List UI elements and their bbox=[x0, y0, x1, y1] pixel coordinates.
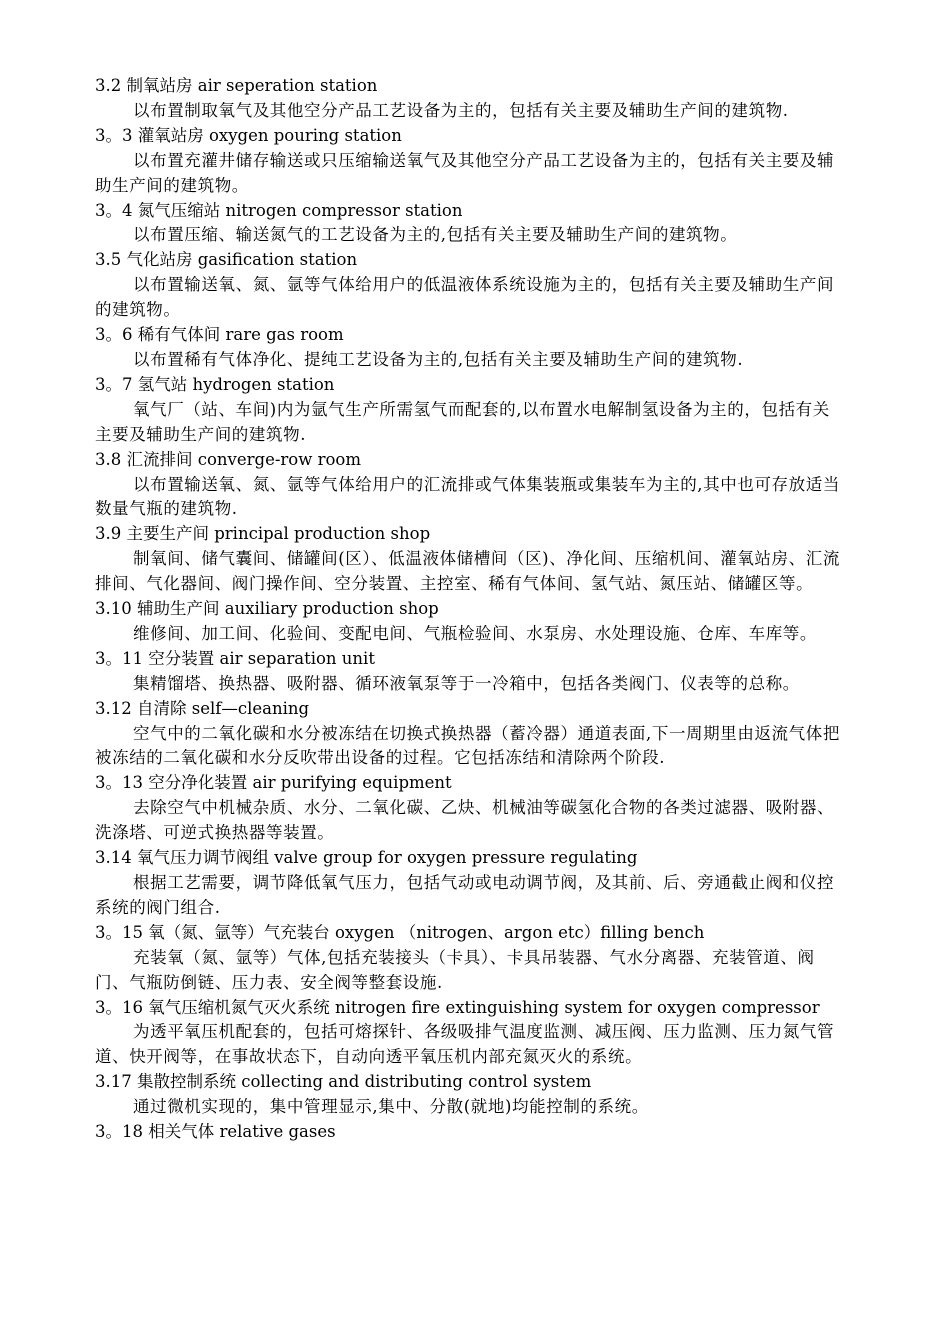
document-page bbox=[95, 74, 840, 1145]
term-definition: 通过微机实现的，集中管理显示,集中、分散(就地)均能控制的系统。 bbox=[133, 1097, 649, 1117]
term-definition: 维修间、加工间、化验间、变配电间、气瓶检验间、水泵房、水处理设施、仓库、车库等。 bbox=[133, 623, 817, 643]
term-heading: 3.12 自清除 self—cleaning bbox=[95, 698, 310, 718]
term-definition: 以布置输送氧、氮、氩等气体给用户的低温液体系统设施为主的，包括有关主要及辅助生产间的建筑物。 bbox=[95, 275, 835, 320]
term-definition: 氧气厂（站、车间)内为氩气生产所需氢气而配套的,以布置水电解制氢设备为主的，包括有关主要及辅助生产间的建筑物. bbox=[95, 399, 830, 444]
term-heading: 3.14 氧气压力调节阀组 valve group for oxygen pressure regulating bbox=[95, 848, 638, 868]
term-heading: 3。7 氢气站 hydrogen station bbox=[95, 374, 335, 394]
term-definition: 集精馏塔、换热器、吸附器、循环液氧泵等于一冷箱中，包括各类阀门、仪表等的总称。 bbox=[133, 673, 800, 693]
term-definition: 空气中的二氧化碳和水分被冻结在切换式换热器（蓄冷器）通道表面,下一周期里由返流气体把被冻结的二氧化碳和水分反吹带出设备的过程。它包括冻结和清除两个阶段. bbox=[95, 723, 840, 768]
term-definition: 去除空气中机械杂质、水分、二氧化碳、乙炔、机械油等碳氢化合物的各类过滤器、吸附器、洗涤塔、可逆式换热器等装置。 bbox=[95, 798, 835, 843]
term-heading: 3.17 集散控制系统 collecting and distributing control system bbox=[95, 1072, 592, 1092]
term-heading: 3。11 空分装置 air separation unit bbox=[95, 648, 375, 668]
term-heading: 3。4 氮气压缩站 nitrogen compressor station bbox=[95, 200, 463, 220]
term-heading: 3.9 主要生产间 principal production shop bbox=[95, 524, 431, 544]
term-definition: 为透平氧压机配套的，包括可熔探针、各级吸排气温度监测、减压阀、压力监测、压力氮气管道、快开阀等，在事故状态下，自动向透平氧压机内部充氮灭火的系统。 bbox=[95, 1022, 835, 1067]
term-heading: 3.10 辅助生产间 auxiliary production shop bbox=[95, 599, 439, 619]
term-definition: 以布置充灌井储存输送或只压缩输送氧气及其他空分产品工艺设备为主的，包括有关主要及辅助生产间的建筑物。 bbox=[95, 150, 835, 195]
term-heading: 3。13 空分净化装置 air purifying equipment bbox=[95, 773, 452, 793]
term-heading: 3.8 汇流排间 converge-row room bbox=[95, 449, 361, 469]
term-definition: 以布置输送氧、氮、氩等气体给用户的汇流排或气体集装瓶或集装车为主的,其中也可存放适当数量气瓶的建筑物. bbox=[95, 474, 840, 519]
term-definition: 以布置稀有气体净化、提纯工艺设备为主的,包括有关主要及辅助生产间的建筑物. bbox=[133, 349, 744, 369]
term-definition: 以布置压缩、输送氮气的工艺设备为主的,包括有关主要及辅助生产间的建筑物。 bbox=[133, 225, 738, 245]
term-heading: 3。18 相关气体 relative gases bbox=[95, 1122, 336, 1142]
term-heading: 3。15 氧（氮、氩等）气充装台 oxygen （nitrogen、argon etc）filling bench bbox=[95, 922, 705, 942]
term-heading: 3.5 气化站房 gasification station bbox=[95, 250, 358, 270]
term-definition: 以布置制取氧气及其他空分产品工艺设备为主的，包括有关主要及辅助生产间的建筑物. bbox=[133, 100, 789, 120]
term-heading: 3。3 灌氧站房 oxygen pouring station bbox=[95, 125, 402, 145]
term-heading: 3。6 稀有气体间 rare gas room bbox=[95, 325, 344, 345]
term-definition: 充装氧（氮、氩等）气体,包括充装接头（卡具）、卡具吊装器、气水分离器、充装管道、阀门、气瓶防倒链、压力表、安全阀等整套设施. bbox=[95, 947, 815, 992]
term-definition: 根据工艺需要，调节降低氧气压力，包括气动或电动调节阀，及其前、后、旁通截止阀和仪控系统的阀门组合. bbox=[95, 873, 835, 917]
term-heading: 3.2 制氧站房 air seperation station bbox=[95, 76, 378, 95]
term-definition: 制氧间、储气囊间、储罐间(区）、低温液体储槽间（区)、净化间、压缩机间、灌氧站房、汇流排间、气化器间、阀门操作间、空分装置、主控室、稀有气体间、氢气站、氮压站、储罐区等。 bbox=[95, 549, 840, 594]
term-heading: 3。16 氧气压缩机氮气灭火系统 nitrogen fire extinguishing system for oxygen compressor bbox=[95, 997, 820, 1017]
